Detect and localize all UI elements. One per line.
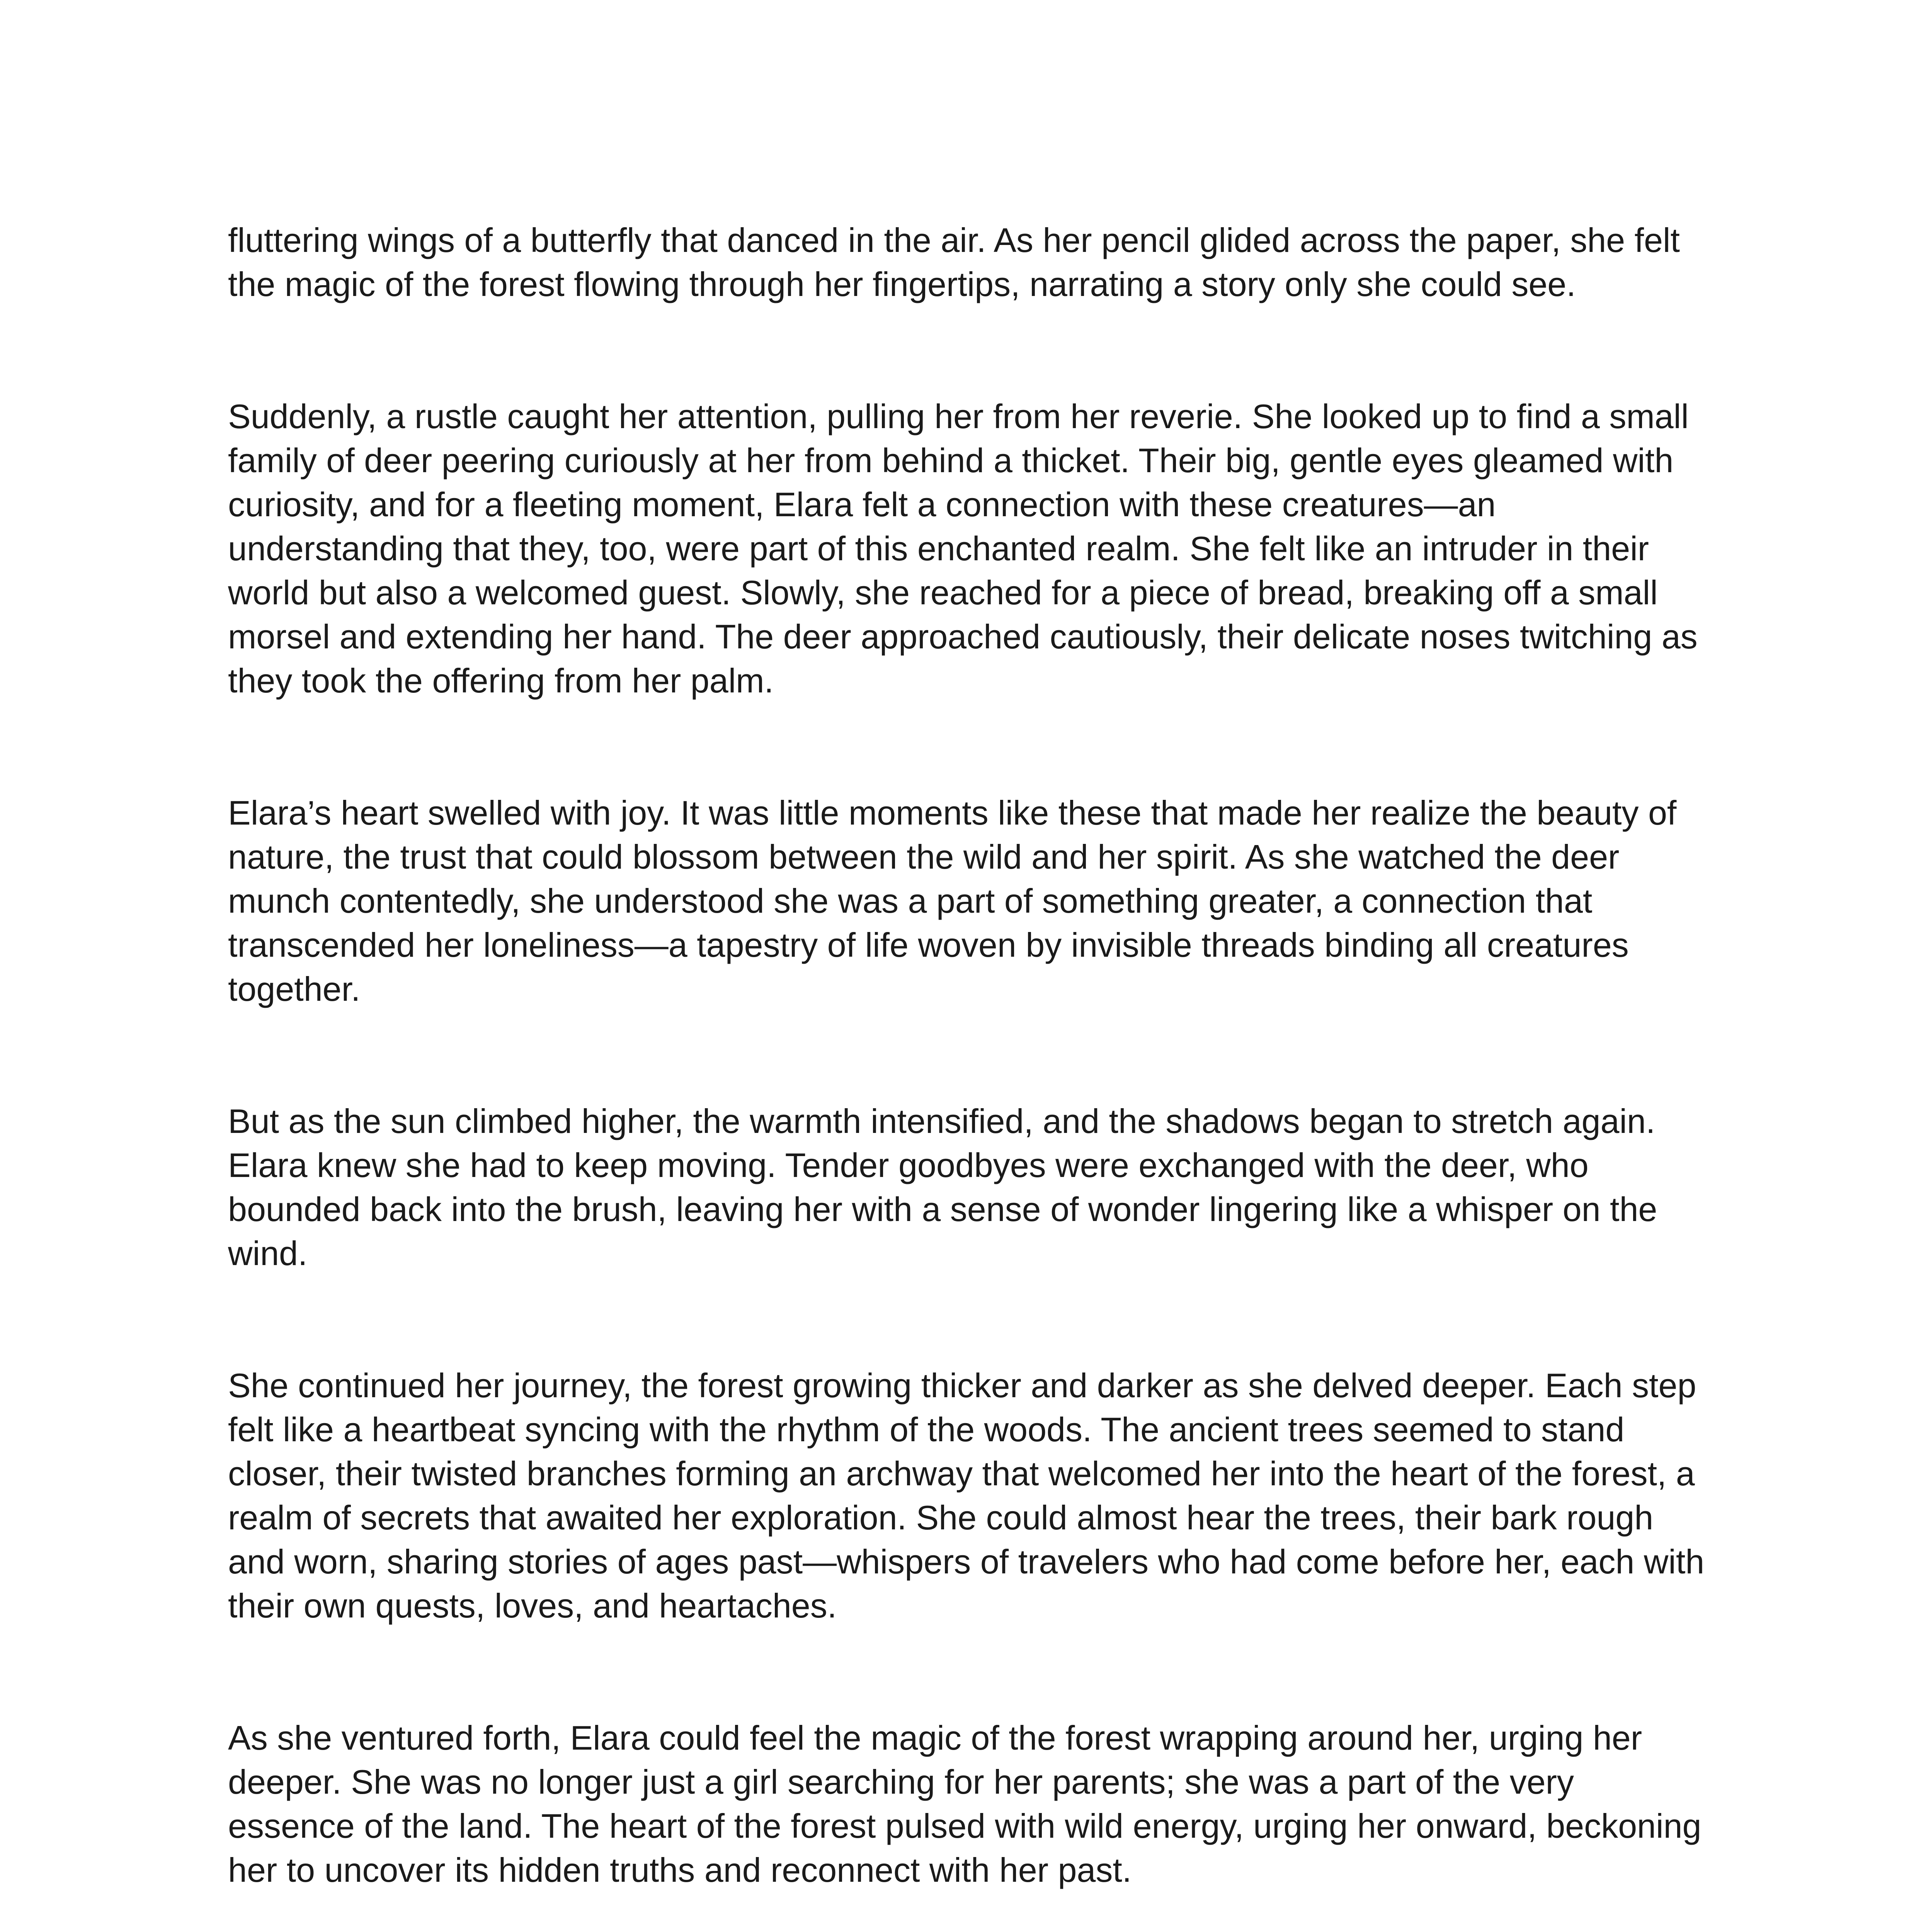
paragraph-2: Suddenly, a rustle caught her attention, pulling her from her reverie. She looked up to find a small family of deer peering curiously at her from behind a thicket. Their big, gentle eyes gleamed with curiosity, and for a fleeting moment, Elara felt a connection with these creatures—an understanding that they, too, were part of this enchanted realm. She felt like an intruder in their world but also a welcomed guest. Slowly, she reached for a piece of bread, breaking off a small morsel and extending her hand. The deer approached cautiously, their delicate noses twitching as they took the offering from her palm. — [228, 397, 1698, 700]
paragraph-6: As she ventured forth, Elara could feel the magic of the forest wrapping around her, urging her deeper. She was no longer just a girl searching for her parents; she was a part of the very essence of the land. The heart of the forest pulsed with wild energy, urging her onward, beckoning her to uncover its hidden truths and reconnect with her past. — [228, 1719, 1702, 1889]
paragraph-1: fluttering wings of a butterfly that danced in the air. As her pencil glided across the paper, she felt the magic of the forest flowing through her fingertips, narrating a story only she could see. — [228, 221, 1680, 303]
body-text — [228, 218, 1708, 1932]
paragraph-5: She continued her journey, the forest growing thicker and darker as she delved deeper. Each step felt like a heartbeat syncing with the rhythm of the woods. The ancient trees seemed to stand closer, their twisted branches forming an archway that welcomed her into the heart of the forest, a realm of secrets that awaited her exploration. She could almost hear the trees, their bark rough and worn, sharing stories of ages past—whispers of travelers who had come before her, each with their own quests, loves, and heartaches. — [228, 1366, 1705, 1625]
paragraph-3: Elara’s heart swelled with joy. It was little moments like these that made her realize the beauty of nature, the trust that could blossom between the wild and her spirit. As she watched the deer munch contentedly, she understood she was a part of something greater, a connection that transcended her loneliness—a tapestry of life woven by invisible threads binding all creatures together. — [228, 794, 1677, 1008]
paragraph-4: But as the sun climbed higher, the warmth intensified, and the shadows began to stretch again. Elara knew she had to keep moving. Tender goodbyes were exchanged with the deer, who bounded back into the brush, leaving her with a sense of wonder lingering like a whisper on the wind. — [228, 1102, 1657, 1272]
